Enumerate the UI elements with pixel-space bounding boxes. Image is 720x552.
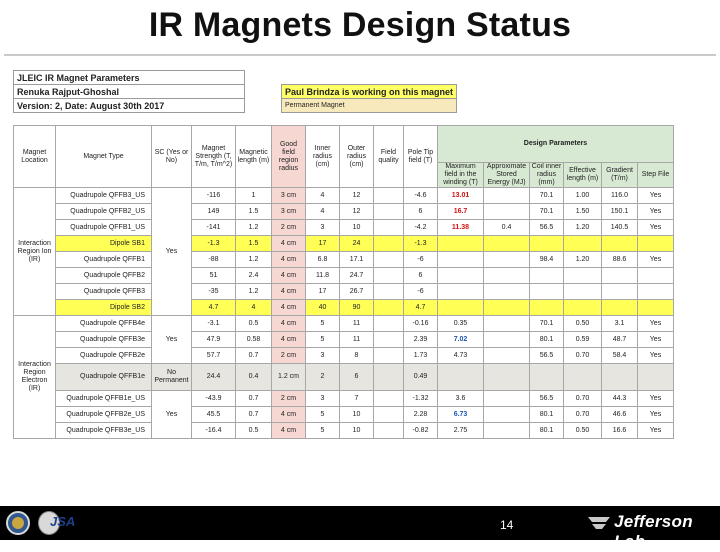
- table-row: Quadrupole QFFB2_US 149 1.5 3 cm 4 12 6 16.7 70.1 1.50 150.1 Yes: [14, 204, 674, 220]
- title-rule: [4, 54, 716, 56]
- magnet-parameters-table: [13, 125, 674, 439]
- col-inner: Inner radius (cm): [306, 126, 340, 188]
- table-row: Quadrupole QFFB3e_US -16.4 0.5 4 cm 5 10 -0.82 2.75 80.1 0.50 16.6 Yes: [14, 423, 674, 439]
- sheet-header-title: JLEIC IR Magnet Parameters: [14, 71, 245, 85]
- col-sc: SC (Yes or No): [152, 126, 192, 188]
- col-strength: Magnet Strength (T, T/m, T/m^2): [192, 126, 236, 188]
- col-length: Magnetic length (m): [236, 126, 272, 188]
- table-row: Quadrupole QFFB2e 57.7 0.7 2 cm 3 8 1.73 4.73 56.5 0.70 58.4 Yes: [14, 348, 674, 364]
- table-row: Quadrupole QFFB3 -35 1.2 4 cm 17 26.7 -6: [14, 284, 674, 300]
- parameter-sheet: [11, 69, 704, 449]
- sc-electron-1: Yes: [152, 316, 192, 364]
- location-ion: Interaction Region Ion (IR): [14, 188, 56, 316]
- table-row: Quadrupole QFFB2 51 2.4 4 cm 11.8 24.7 6: [14, 268, 674, 284]
- sc-ion: Yes: [152, 188, 192, 316]
- col-gfr: Good field region radius: [272, 126, 306, 188]
- col-bmax: Maximum field in the winding (T): [438, 163, 484, 188]
- table-row: Interaction Region Electron (IR) Quadrupole QFFB4e Yes -3.1 0.5 4 cm 5 11 -0.16 0.35 70.1 0.50 3.1 Yes: [14, 316, 674, 332]
- doe-seal-inner: [12, 517, 24, 529]
- table-row: Quadrupole QFFB1e_US Yes -43.9 0.7 2 cm 3 7 -1.32 3.6 56.5 0.70 44.3 Yes: [14, 391, 674, 407]
- note-paul-brindza: Paul Brindza is working on this magnet: [282, 85, 457, 99]
- col-type: Magnet Type: [56, 126, 152, 188]
- col-grad: Gradient (T/m): [602, 163, 638, 188]
- table-row: Interaction Region Ion (IR) Quadrupole QFFB3_US Yes -116 1 3 cm 4 12 -4.6 13.01 70.1 1.00 116.0 Yes: [14, 188, 674, 204]
- sheet-header: [13, 70, 457, 113]
- sc-electron-2: Yes: [152, 391, 192, 439]
- col-eff: Effective length (m): [564, 163, 602, 188]
- jefferson-lab-logo-text: Jefferson Lab: [614, 512, 693, 551]
- table-row: Dipole SB1 -1.3 1.5 4 cm 17 24 -1.3: [14, 236, 674, 252]
- col-step: Step File: [638, 163, 674, 188]
- table-row: Quadrupole QFFB1e No Permanent 24.4 0.4 1.2 cm 2 6 0.49: [14, 364, 674, 391]
- col-pole: Pole Tip field (T): [404, 126, 438, 188]
- sheet-header-author: Renuka Rajput-Ghoshal: [14, 85, 245, 99]
- col-energy: Approximate Stored Energy (MJ): [484, 163, 530, 188]
- note-permanent-magnet: Permanent Magnet: [282, 99, 457, 113]
- location-electron: Interaction Region Electron (IR): [14, 316, 56, 439]
- table-row: Quadrupole QFFB3e 47.9 0.58 4 cm 5 11 2.39 7.02 80.1 0.59 48.7 Yes: [14, 332, 674, 348]
- jsa-logo-text: JSA: [50, 514, 76, 529]
- col-coil: Coil inner radius (mm): [530, 163, 564, 188]
- jefferson-lab-mark-icon: [586, 514, 612, 532]
- table-row: Quadrupole QFFB1_US -141 1.2 2 cm 3 10 -4.2 11.38 0.4 56.5 1.20 140.5 Yes: [14, 220, 674, 236]
- slide-title: IR Magnets Design Status: [148, 6, 572, 44]
- page-number: 14: [500, 518, 514, 532]
- table-row: Dipole SB2 4.7 4 4 cm 40 90 4.7: [14, 300, 674, 316]
- table-row: Quadrupole QFFB2e_US 45.5 0.7 4 cm 5 10 2.28 6.73 80.1 0.70 46.6 Yes: [14, 407, 674, 423]
- sc-electron-permanent: No Permanent: [152, 364, 192, 391]
- col-fq: Field quality: [374, 126, 404, 188]
- footer-bar: [0, 506, 720, 540]
- sheet-header-version: Version: 2, Date: August 30th 2017: [14, 99, 245, 113]
- col-outer: Outer radius (cm): [340, 126, 374, 188]
- table-row: Quadrupole QFFB1 -88 1.2 4 cm 6.8 17.1 -6 98.4 1.20 88.6 Yes: [14, 252, 674, 268]
- col-location: Magnet Location: [14, 126, 56, 188]
- design-parameters-header: Design Parameters: [438, 126, 674, 163]
